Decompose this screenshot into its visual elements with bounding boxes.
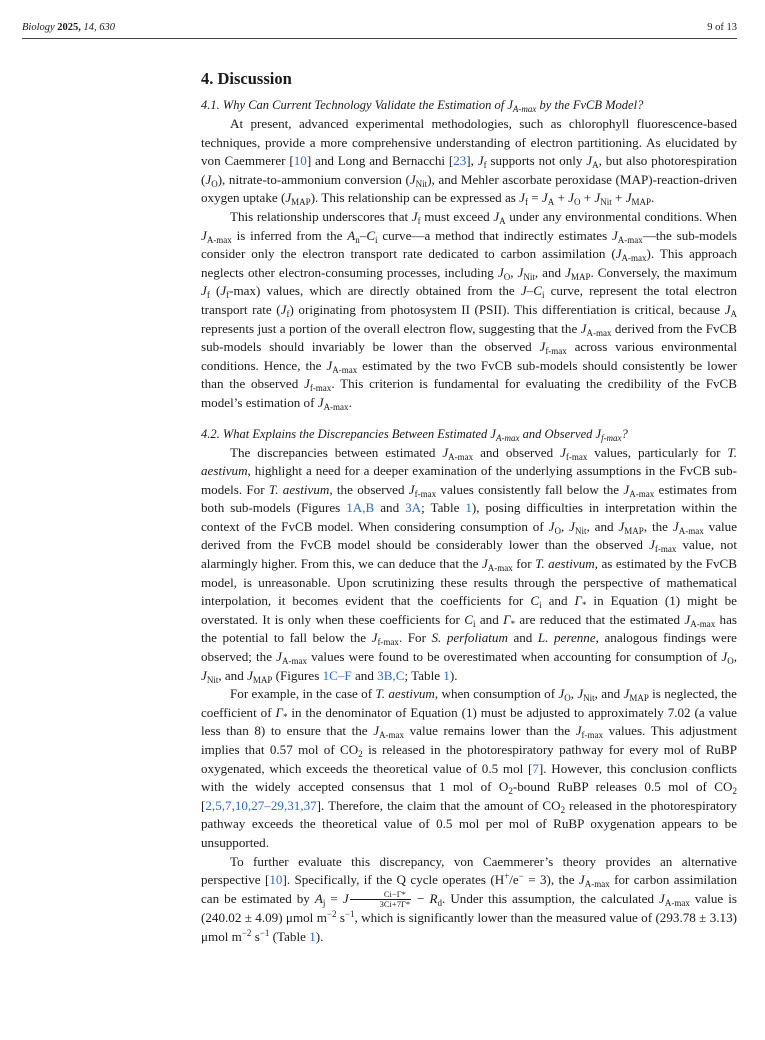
- figure-link[interactable]: 1A,B: [346, 500, 375, 516]
- page-number: 9 of 13: [707, 22, 737, 33]
- section-title: 4. Discussion: [201, 69, 292, 88]
- citation-link[interactable]: 7: [532, 760, 539, 776]
- citation-link[interactable]: 23: [453, 153, 467, 169]
- figure-link[interactable]: 3A: [405, 500, 422, 516]
- running-header: [22, 22, 737, 39]
- table-link[interactable]: 1: [465, 500, 472, 516]
- paragraph: For example, in the case of T. aestivum, when consumption of $J_O$, $J_{Nit}$, and $J_{MAP}$ is neglected, the coefficient of $\Gamma_*$ in the denominator of Equation (1) must be adjusted to approximately 7.02 (a value less than 8) to ensure that the $J_{A-max}$ value remains lower than the $J_{f-max}$ values. This adjustment implies that 0.57 mol of $CO_2$ is released in the photorespiratory pathway for every mol of RuBP oxygenated, which exceeds the theoretical value of 0.5 mol [7]. However, this conclusion conflicts with the widely accepted consensus that 1 mol of $O_2$-bound RuBP releases 0.5 mol of $CO_2$ [2,5,7,10,27–29,31,37]. Therefore, the claim that the amount of $CO_2$ released in the photorespiratory pathway exceeds the theoretical value of 0.5 mol per mol of RuBP oxygenation appears to be unsupported.: [201, 686, 738, 850]
- figure-link[interactable]: 3B,C: [377, 667, 405, 683]
- paragraph: At present, advanced experimental methodologies, such as chlorophyll fluorescence-based techniques, provide a more comprehensive understanding of electron partitioning. As elucidated by von Caemmerer [10] and Long and Bernacchi [23], $J_f$ supports not only $J_A$, but also photorespiration $(J_O)$, nitrate-to-ammonium conversion $(J_{Nit})$, and Mehler ascorbate peroxidase (MAP)-reaction-driven oxygen uptake $(J_{MAP})$. This relationship can be expressed as $J_f = J_A + J_O + J_{Nit} + J_{MAP}$.: [201, 116, 737, 208]
- paragraph: To further evaluate this discrepancy, von Caemmerer’s theory provides an alternative perspective [10]. Specifically, if the Q cycle operates (H+/e− = 3), the $J_{A-max}$ for carbon assimilation can be estimated by $A_j = J$ $\frac{Ci-\Gamma*}{3Ci+7\Gamma*}$ − $R_d$. Under this assumption, the calculated $J_{A-max}$ value is (240.02 ± 4.09) μmol $m^{-2}$ $s^{-1}$, which is significantly lower than the measured value of (293.78 ± 3.13) μmol $m^{-2}$ $s^{-1}$ (Table 1).: [201, 853, 738, 944]
- table-link[interactable]: 1: [443, 667, 450, 683]
- journal-citation: Biology 2025, 14, 630: [22, 22, 116, 33]
- table-link[interactable]: 1: [309, 928, 316, 944]
- subsection-heading-4-2: 4.2. What Explains the Discrepancies Between Estimated $J_{A-max}$ and Observed $J_{f-max}$?: [201, 426, 628, 443]
- subsection-heading-4-1: 4.1. Why Can Current Technology Validate the Estimation of $J_{A-max}$ by the FvCB Model?: [201, 98, 644, 114]
- equation-fraction: $\frac{Ci-\Gamma*}{3Ci+7\Gamma*}$: [350, 890, 412, 909]
- citation-link[interactable]: 10: [293, 153, 307, 169]
- main-content: [201, 68, 737, 946]
- paragraph: This relationship underscores that $J_f$ must exceed $J_A$ under any environmental conditions. When $J_{A-max}$ is inferred from the $A_n-C_i$ curve—a method that indirectly estimates $J_{A-max}—the$ sub-models consider only the electron transport rate dedicated to carbon assimilation $(J_{A-max})$. This approach neglects other electron-consuming processes, including $J_O$, $J_{Nit}$, and $J_{MAP}$. Conversely, the maximum $J_f$ $(J_f-\max)$ values, which are directly obtained from the $J-C_i$ curve, represent the total electron transport rate $(J_f)$ originating from photosystem II (PSII). This differentiation is critical, because $J_A$ represents just a portion of the overall electron flow, suggesting that the $J_{A-max}$ derived from the FvCB sub-models should invariably be lower than the observed $J_{f-max}$ across various environmental conditions. Hence, the $J_{A-max}$ estimated by the two FvCB sub-models should consistently be lower than the observed $J_{f-max}$. This criterion is fundamental for evaluating the credibility of the FvCB model’s estimation of $J_{A-max}$.: [201, 208, 738, 412]
- citation-link[interactable]: 10: [269, 872, 283, 888]
- citation-link[interactable]: 2,5,7,10,27–29,31,37: [205, 797, 317, 813]
- figure-link[interactable]: 1C–F: [322, 667, 352, 683]
- paragraph: The discrepancies between estimated $J_{A-max}$ and observed $J_{f-max}$ values, particularly for T. aestivum, highlight a need for a deeper examination of the underlying assumptions in the FvCB sub-models. For T. aestivum, the observed $J_{f-max}$ values consistently fall below the $J_{A-max}$ estimates from both sub-models (Figures 1A,B and 3A; Table 1), posing difficulties in interpretation within the context of the FvCB model. When considering consumption of $J_O$, $J_{Nit}$, and $J_{MAP}$, the $J_{A-max}$ value derived from the FvCB model should be considerably lower than the observed $J_{f-max}$ value, not alarmingly higher. From this, we can deduce that the $J_{A-max}$ for T. aestivum, as estimated by the FvCB model, is unreasonable. Upon scrutinizing these results through the perspective of mathematical interpolation, it becomes evident that the coefficients for $C_i$ and $\Gamma_*$ in Equation (1) might be overstated. It is only when these coefficients for $C_i$ and $\Gamma_*$ are reduced that the estimated $J_{A-max}$ has the potential to fall below the $J_{f-max}$. For S. perfoliatum and L. perenne, analogous findings were observed; the $J_{A-max}$ values were found to be overestimated when accounting for consumption of $J_O$, $J_{Nit}$, and $J_{MAP}$ (Figures 1C–F and 3B,C; Table 1).: [201, 444, 738, 685]
